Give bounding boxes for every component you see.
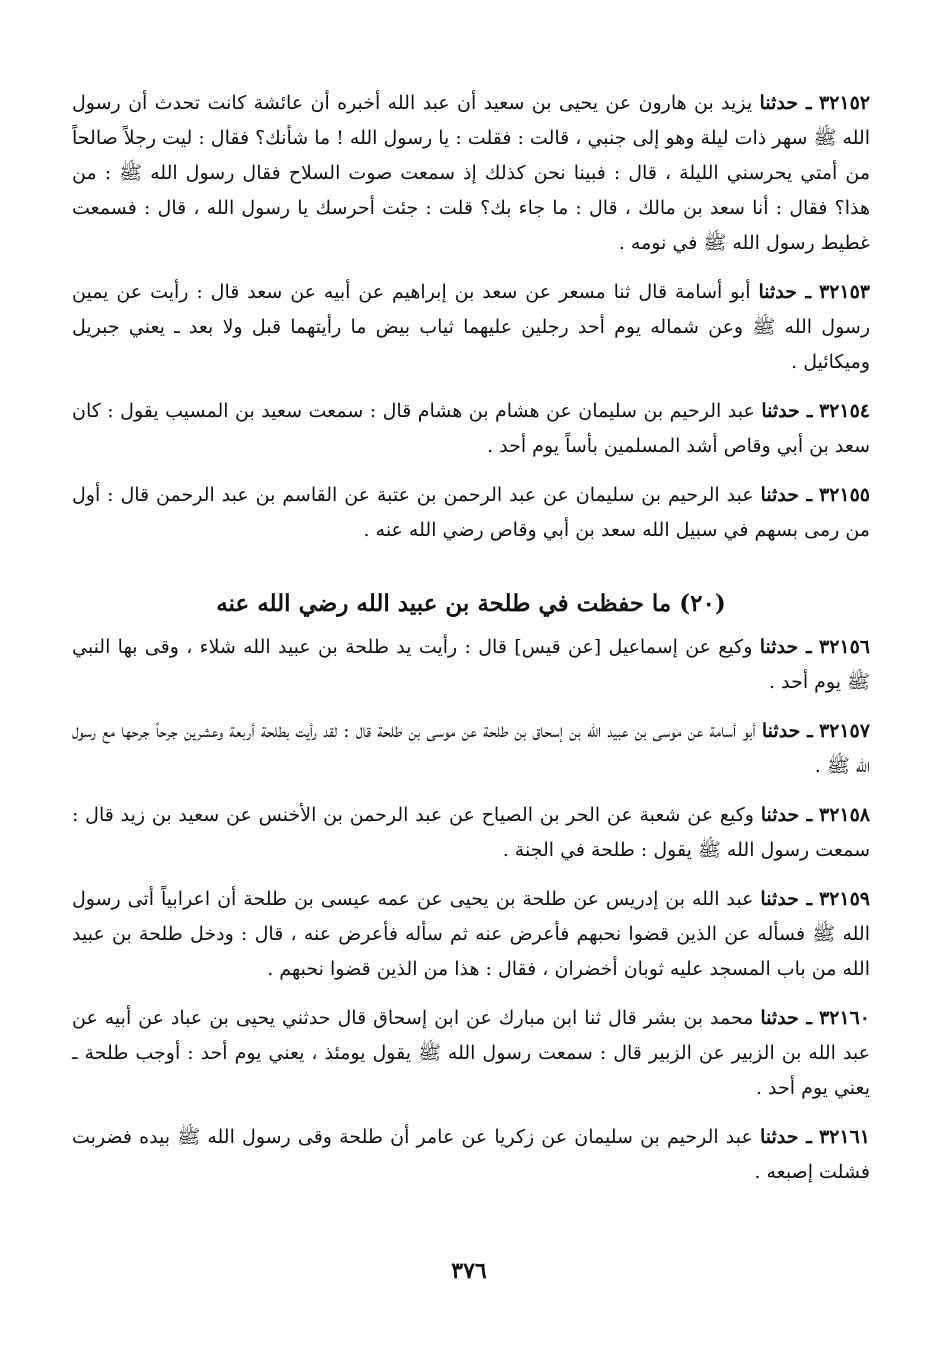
hadith-number: ٣٢١٦١ [818,1126,870,1148]
hadith-32153 [72,275,870,380]
hadith-text: أبو أسامة قال ثنا مسعر عن سعد بن إبراهيم عن أبيه عن سعد قال : رأيت عن يمين رسول الله ﷺ وعن شماله يوم أحد رجلين عليهما ثياب بيض ما رأيتهما قبل ولا بعد ـ يعني جبريل وميكائيل . [72,281,870,373]
hadith-text: أبو أسامة عن موسى بن عبيد الله بن إسحاق بن طلحة عن موسى بن طلحة قال : لقد رأيت بطلحة أربعة وعشرين جرحاً جرحها مع رسول الله ﷺ . [72,720,870,777]
hadith-text: عبد الله بن إدريس عن طلحة بن يحيى عن عمه عيسى بن طلحة أن اعرابياً أتى رسول الله ﷺ فسأله عن الذين قضوا نحبهم فأعرض عنه ثم سأله فأعرض عنه ، قال : ودخل طلحة بن عبيد الله من باب المسجد عليه ثوبان أخضران ، فقال : هذا من الذين قضوا نحبهم . [72,888,870,980]
hadith-32157 [72,714,870,784]
hadith-number: ٣٢١٥٢ [818,92,870,114]
hadith-number: ٣٢١٥٦ [818,636,871,658]
hadith-32154 [72,394,870,464]
page-number: ٣٧٦ [451,1258,487,1284]
hadith-32161 [72,1120,870,1190]
chapter-title: (٢٠) ما حفظت في طلحة بن عبيد الله رضي الله عنه [216,590,726,617]
hadith-number: ٣٢١٥٨ [818,804,871,826]
hadith-number: ٣٢١٥٩ [818,888,870,910]
hadith-lead: ـ حدثنا [759,636,812,658]
hadith-number: ٣٢١٥٧ [818,720,870,742]
hadith-32152 [72,86,870,261]
hadith-lead: ـ حدثنا [760,484,813,506]
hadith-number: ٣٢١٥٤ [818,400,870,422]
hadith-number: ٣٢١٦٠ [818,1007,870,1029]
hadith-lead: ـ حدثنا [759,1126,812,1148]
hadith-text: وكيع عن إسماعيل [عن قيس] قال : رأيت يد طلحة بن عبيد الله شلاء ، وقى بها النبي ﷺ يوم أحد . [72,636,870,693]
hadith-lead: ـ حدثنا [759,92,812,114]
hadith-lead: ـ حدثنا [760,888,813,910]
hadith-lead: ـ حدثنا [761,400,813,422]
hadith-text: عبد الرحيم بن سليمان عن زكريا عن عامر أن طلحة وقى رسول الله ﷺ بيده فضربت فشلت إصبعه . [72,1126,870,1183]
page-body [72,86,870,1204]
hadith-32158 [72,798,870,868]
hadith-32160 [72,1001,870,1106]
hadith-text: وكيع عن شعبة عن الحر بن الصياح عن عبد الرحمن بن الأخنس عن سعيد بن زيد قال : سمعت رسول الله ﷺ يقول : طلحة في الجنة . [72,804,870,861]
hadith-32156 [72,630,870,700]
hadith-32159 [72,882,870,987]
hadith-32155 [72,478,870,548]
hadith-number: ٣٢١٥٥ [818,484,870,506]
hadith-number: ٣٢١٥٣ [818,281,870,303]
hadith-text: يزيد بن هارون عن يحيى بن سعيد أن عبد الله أخبره أن عائشة كانت تحدث أن رسول الله ﷺ سهر ذات ليلة وهو إلى جنبي ، قالت : فقلت : يا رسول الله ! ما شأنك؟ فقال : ليت رجلاً صالحاً من أمتي يحرسني الليلة ، قال : فبينا نحن كذلك إذ سمعت صوت السلاح فقال رسول الله ﷺ : من هذا؟ فقال : أنا سعد بن مالك ، قال : ما جاء بك؟ قلت : جئت أحرسك يا رسول الله ، قال : فسمعت غطيط رسول الله ﷺ في نومه . [72,92,870,254]
hadith-lead: ـ حدثنا [761,720,813,742]
hadith-text: محمد بن بشر قال ثنا ابن مبارك عن ابن إسحاق قال حدثني يحيى بن عباد عن أبيه عن عبد الله بن الزبير عن الزبير قال : سمعت رسول الله ﷺ يقول يومئذ ، يعني يوم أحد : أوجب طلحة ـ يعني يوم أحد . [72,1007,870,1099]
hadith-lead: ـ حدثنا [758,281,812,303]
hadith-lead: ـ حدثنا [760,1007,812,1029]
hadith-lead: ـ حدثنا [760,804,813,826]
hadith-text: عبد الرحيم بن سليمان عن هشام بن هشام قال : سمعت سعيد بن المسيب يقول : كان سعد بن أبي وقاص أشد المسلمين بأساً يوم أحد . [72,400,870,457]
hadith-text: عبد الرحيم بن سليمان عن عبد الرحمن بن عتبة عن القاسم بن عبد الرحمن قال : أول من رمى بسهم في سبيل الله سعد بن أبي وقاص رضي الله عنه . [72,484,870,541]
